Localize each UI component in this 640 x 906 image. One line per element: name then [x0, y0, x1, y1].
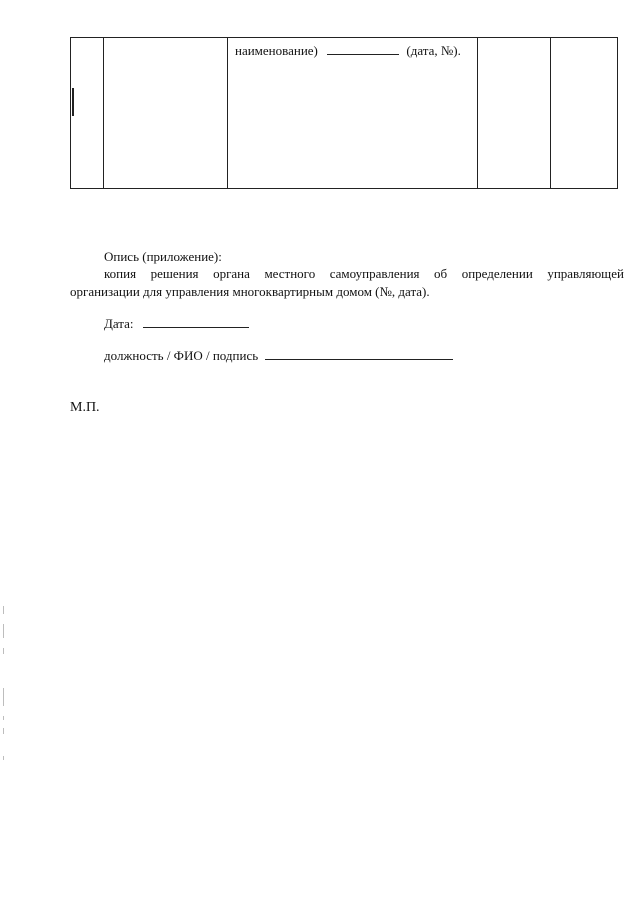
table-column-divider: [477, 38, 478, 188]
table-column-divider: [103, 38, 104, 188]
appendix-copy-line-1: [104, 266, 624, 282]
word: самоуправления: [329, 266, 420, 281]
word: местного: [264, 266, 316, 281]
signature-line: [104, 348, 453, 364]
word: определении: [461, 266, 533, 281]
scan-artifact: [3, 716, 4, 720]
document-table-fragment: [70, 37, 618, 189]
signature-blank-field: [265, 348, 453, 360]
scan-artifact: [3, 606, 4, 614]
word: органа: [213, 266, 250, 281]
appendix-copy-line-2: организации для управления многоквартирным домом (№, дата).: [70, 284, 430, 299]
stamp-place: М.П.: [70, 400, 100, 415]
scan-mark: [72, 88, 74, 116]
cell-text-head: наименование): [235, 43, 318, 58]
word: об: [434, 266, 448, 281]
cell-text-tail: (дата, №).: [406, 43, 461, 58]
scan-artifact: [3, 728, 4, 734]
scan-artifact: [3, 624, 4, 638]
cell-blank-line: [327, 43, 399, 55]
scan-artifact: [3, 756, 4, 760]
appendix-title: Опись (приложение):: [104, 249, 222, 264]
date-blank-field: [143, 316, 249, 328]
signature-label: должность / ФИО / подпись: [104, 348, 259, 363]
scan-artifact: [3, 688, 4, 706]
date-label: Дата:: [104, 316, 134, 331]
table-column-divider: [227, 38, 228, 188]
word: управляющей: [547, 266, 624, 281]
word: решения: [150, 266, 199, 281]
table-column-divider: [550, 38, 551, 188]
scan-artifact: [3, 648, 4, 654]
table-cell-text: [235, 43, 461, 59]
word: копия: [104, 266, 137, 281]
date-line: [104, 316, 249, 332]
